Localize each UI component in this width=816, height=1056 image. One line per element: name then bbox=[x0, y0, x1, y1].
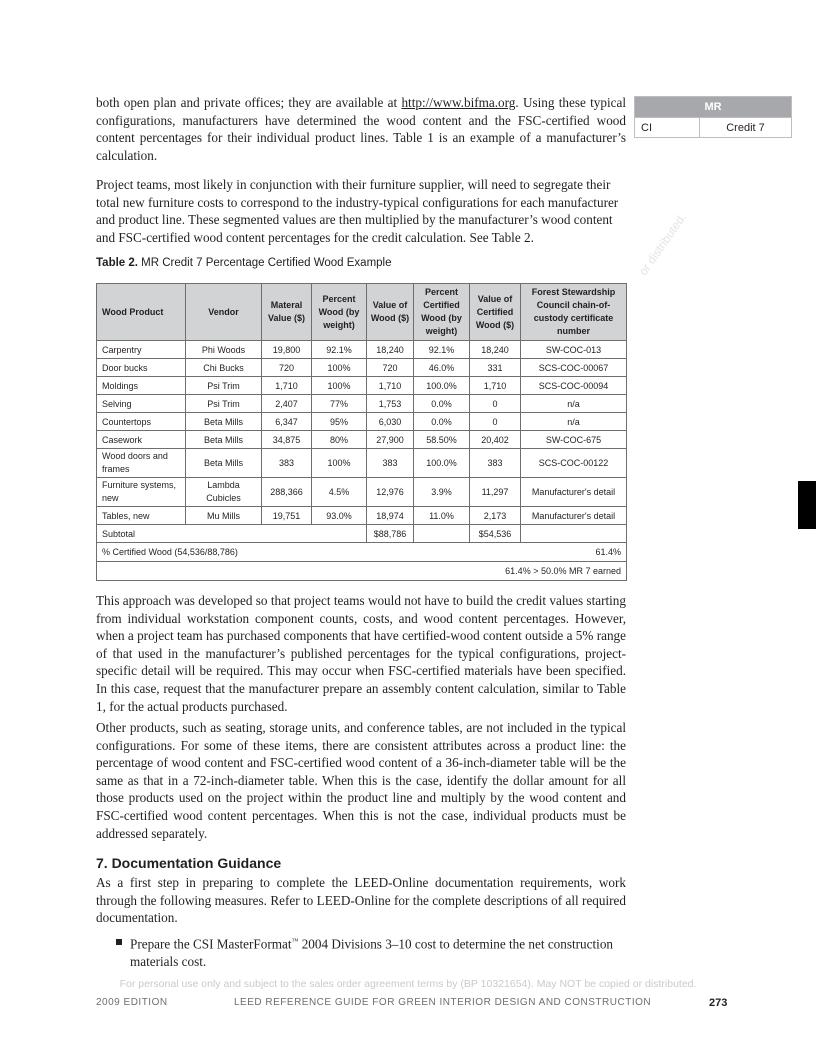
wood-product-cell: Casework bbox=[97, 431, 186, 449]
subtotal-value-of-wood: $88,786 bbox=[367, 525, 414, 543]
value-certified-cell: 0 bbox=[470, 395, 521, 413]
value-of-wood-cell: 383 bbox=[367, 449, 414, 478]
footer-edition: 2009 EDITION bbox=[96, 997, 168, 1008]
value-of-wood-cell: 18,240 bbox=[367, 341, 414, 359]
wood-product-cell: Countertops bbox=[97, 413, 186, 431]
table-row bbox=[97, 507, 627, 525]
value-certified-cell: 11,297 bbox=[470, 478, 521, 507]
percent-certified-cell: 58.50% bbox=[414, 431, 470, 449]
table-row bbox=[97, 431, 627, 449]
footer-title: LEED REFERENCE GUIDE FOR GREEN INTERIOR DESIGN AND CONSTRUCTION bbox=[234, 997, 652, 1008]
paragraph-3: This approach was developed so that project teams would not have to build the credit values starting from individual workstation component counts, costs, and wood content percentages. However, when a project team has purchased components that have certified-wood content outside a 5% range of that used in the manufacturer’s published percentages for the typical configurations, project-specific detail will be required. This may occur when FSC-certified materials have been specified. In this case, request that the manufacturer prepare an assembly content calculation, similar to Table 1, for the actual products purchased. bbox=[96, 593, 626, 714]
credit-category-header: MR bbox=[635, 97, 792, 118]
wood-product-cell: Tables, new bbox=[97, 507, 186, 525]
subtotal-label: Subtotal bbox=[97, 525, 367, 543]
percent-wood-cell: 100% bbox=[312, 359, 367, 377]
intro-paragraph bbox=[96, 94, 626, 164]
fsc-certificate-cell: Manufacturer's detail bbox=[521, 478, 627, 507]
percent-certified-value: 61.4% bbox=[595, 547, 621, 557]
table-row bbox=[97, 395, 627, 413]
vendor-cell: Psi Trim bbox=[186, 377, 262, 395]
credit-number-label: Credit 7 bbox=[700, 118, 792, 138]
vendor-cell: Beta Mills bbox=[186, 431, 262, 449]
value-certified-cell: 331 bbox=[470, 359, 521, 377]
table-row bbox=[97, 341, 627, 359]
value-certified-cell: 1,710 bbox=[470, 377, 521, 395]
page-number: 273 bbox=[709, 997, 728, 1009]
wood-product-cell: Moldings bbox=[97, 377, 186, 395]
value-certified-cell: 0 bbox=[470, 413, 521, 431]
paragraph-2: Project teams, most likely in conjunction with their furniture supplier, will need to segregate their total new furniture costs to correspond to the industry-typical configurations for each manufacturer and product line. These segmented values are then multiplied by the manufacturer’s wood content and FSC-certified wood content percentages for the credit calculation. See Table 2. bbox=[96, 177, 619, 245]
value-of-wood-cell: 12,976 bbox=[367, 478, 414, 507]
bullet-square-icon bbox=[116, 939, 122, 945]
value-of-wood-cell: 6,030 bbox=[367, 413, 414, 431]
subtotal-empty-cell bbox=[414, 525, 470, 543]
fsc-certificate-cell: SCS-COC-00122 bbox=[521, 449, 627, 478]
value-certified-cell: 2,173 bbox=[470, 507, 521, 525]
table-row bbox=[97, 478, 627, 507]
vendor-cell: Mu Mills bbox=[186, 507, 262, 525]
vendor-cell: Beta Mills bbox=[186, 449, 262, 478]
percent-certified-cell: 100.0% bbox=[414, 377, 470, 395]
column-header: Wood Product bbox=[97, 284, 186, 341]
wood-product-cell: Door bucks bbox=[97, 359, 186, 377]
wood-product-cell: Selving bbox=[97, 395, 186, 413]
percent-certified-row bbox=[97, 543, 627, 562]
bullet-item bbox=[115, 933, 626, 971]
table-row bbox=[97, 377, 627, 395]
vendor-cell: Lambda Cubicles bbox=[186, 478, 262, 507]
percent-wood-cell: 77% bbox=[312, 395, 367, 413]
table-row bbox=[97, 449, 627, 478]
wood-product-cell: Wood doors and frames bbox=[97, 449, 186, 478]
value-certified-cell: 18,240 bbox=[470, 341, 521, 359]
percent-wood-cell: 4.5% bbox=[312, 478, 367, 507]
fsc-certificate-cell: SCS-COC-00094 bbox=[521, 377, 627, 395]
wood-product-cell: Carpentry bbox=[97, 341, 186, 359]
column-header: Materal Value ($) bbox=[262, 284, 312, 341]
intro-text-end: . Using these typical configurations, manufacturers have determined the wood content and the FSC-certified wood content percentages for their individual product lines. Table 1 is an example of a manufacturer’s calculation. bbox=[96, 95, 626, 163]
percent-certified-cell: 11.0% bbox=[414, 507, 470, 525]
table-header-row bbox=[97, 284, 627, 341]
percent-wood-cell: 80% bbox=[312, 431, 367, 449]
percent-certified-cell: 3.9% bbox=[414, 478, 470, 507]
subtotal-value-certified: $54,536 bbox=[470, 525, 521, 543]
result-text: 61.4% > 50.0% MR 7 earned bbox=[97, 562, 627, 581]
material-value-cell: 19,800 bbox=[262, 341, 312, 359]
bifma-link[interactable]: http://www.bifma.org bbox=[401, 95, 516, 110]
table-caption bbox=[96, 257, 392, 269]
subtotal-empty-cell bbox=[521, 525, 627, 543]
watermark-fragment: or distributed. bbox=[636, 210, 690, 279]
section-heading: 7. Documentation Guidance bbox=[96, 855, 282, 871]
rating-system-label: CI bbox=[635, 118, 700, 138]
table-caption-label: Table 2. bbox=[96, 257, 138, 269]
value-certified-cell: 20,402 bbox=[470, 431, 521, 449]
fsc-certificate-cell: n/a bbox=[521, 413, 627, 431]
material-value-cell: 288,366 bbox=[262, 478, 312, 507]
trademark-symbol: ™ bbox=[291, 937, 299, 945]
percent-certified-label: % Certified Wood (54,536/88,786) bbox=[102, 547, 238, 557]
table-caption-text: MR Credit 7 Percentage Certified Wood Example bbox=[137, 257, 392, 269]
material-value-cell: 6,347 bbox=[262, 413, 312, 431]
material-value-cell: 19,751 bbox=[262, 507, 312, 525]
section-tab-marker bbox=[798, 481, 816, 529]
value-of-wood-cell: 1,710 bbox=[367, 377, 414, 395]
value-of-wood-cell: 1,753 bbox=[367, 395, 414, 413]
value-of-wood-cell: 27,900 bbox=[367, 431, 414, 449]
bullet-text-start: Prepare the CSI MasterFormat bbox=[130, 936, 292, 952]
bullet-text-end: 2004 Divisions 3–10 cost to determine the net construction materials cost. bbox=[130, 936, 614, 969]
vendor-cell: Psi Trim bbox=[186, 395, 262, 413]
value-certified-cell: 383 bbox=[470, 449, 521, 478]
paragraph-5: As a first step in preparing to complete the LEED-Online documentation requirements, work through the following measures. Refer to LEED-Online for the complete descriptions of all required documentation. bbox=[96, 875, 626, 926]
fsc-certificate-cell: SCS-COC-00067 bbox=[521, 359, 627, 377]
bullet-text bbox=[115, 933, 626, 971]
column-header: Forest Stewardship Council chain-of-custody certificate number bbox=[521, 284, 627, 341]
percent-wood-cell: 93.0% bbox=[312, 507, 367, 525]
percent-wood-cell: 100% bbox=[312, 377, 367, 395]
certified-wood-table bbox=[96, 283, 627, 581]
fsc-certificate-cell: n/a bbox=[521, 395, 627, 413]
percent-wood-cell: 100% bbox=[312, 449, 367, 478]
material-value-cell: 34,875 bbox=[262, 431, 312, 449]
subtotal-row bbox=[97, 525, 627, 543]
percent-certified-cell: 100.0% bbox=[414, 449, 470, 478]
percent-certified-cell: 92.1% bbox=[414, 341, 470, 359]
column-header: Percent Certified Wood (by weight) bbox=[414, 284, 470, 341]
intro-text-start: both open plan and private offices; they are available at bbox=[96, 95, 402, 110]
material-value-cell: 2,407 bbox=[262, 395, 312, 413]
column-header: Vendor bbox=[186, 284, 262, 341]
column-header: Value of Wood ($) bbox=[367, 284, 414, 341]
percent-wood-cell: 95% bbox=[312, 413, 367, 431]
percent-certified-cell bbox=[97, 543, 627, 562]
table-row bbox=[97, 413, 627, 431]
material-value-cell: 383 bbox=[262, 449, 312, 478]
percent-certified-cell: 46.0% bbox=[414, 359, 470, 377]
value-of-wood-cell: 18,974 bbox=[367, 507, 414, 525]
value-of-wood-cell: 720 bbox=[367, 359, 414, 377]
vendor-cell: Beta Mills bbox=[186, 413, 262, 431]
result-row bbox=[97, 562, 627, 581]
table-row bbox=[97, 359, 627, 377]
percent-wood-cell: 92.1% bbox=[312, 341, 367, 359]
vendor-cell: Chi Bucks bbox=[186, 359, 262, 377]
material-value-cell: 720 bbox=[262, 359, 312, 377]
column-header: Percent Wood (by weight) bbox=[312, 284, 367, 341]
wood-product-cell: Furniture systems, new bbox=[97, 478, 186, 507]
personal-use-notice: For personal use only and subject to the sales order agreement terms by (BP 10321654). May NOT be copied or distributed. bbox=[119, 978, 697, 990]
fsc-certificate-cell: SW-COC-013 bbox=[521, 341, 627, 359]
table-body bbox=[97, 341, 627, 525]
material-value-cell: 1,710 bbox=[262, 377, 312, 395]
percent-certified-cell: 0.0% bbox=[414, 395, 470, 413]
fsc-certificate-cell: SW-COC-675 bbox=[521, 431, 627, 449]
vendor-cell: Phi Woods bbox=[186, 341, 262, 359]
column-header: Value of Certified Wood ($) bbox=[470, 284, 521, 341]
paragraph-4: Other products, such as seating, storage units, and conference tables, are not included in the typical configurations. For some of these items, there are consistent attributes across a product line: the percentage of wood content and FSC-certified wood content of a 36-inch-diameter table will be the same as that in a 72-inch-diameter table. When this is the case, identify the dollar amount for all those products used on the project within the product line and multiply by the wood content and FSC-certified wood content percentages. When this is not the case, individual products must be addressed separately. bbox=[96, 720, 626, 841]
percent-certified-cell: 0.0% bbox=[414, 413, 470, 431]
fsc-certificate-cell: Manufacturer's detail bbox=[521, 507, 627, 525]
credit-category-box bbox=[634, 96, 792, 138]
